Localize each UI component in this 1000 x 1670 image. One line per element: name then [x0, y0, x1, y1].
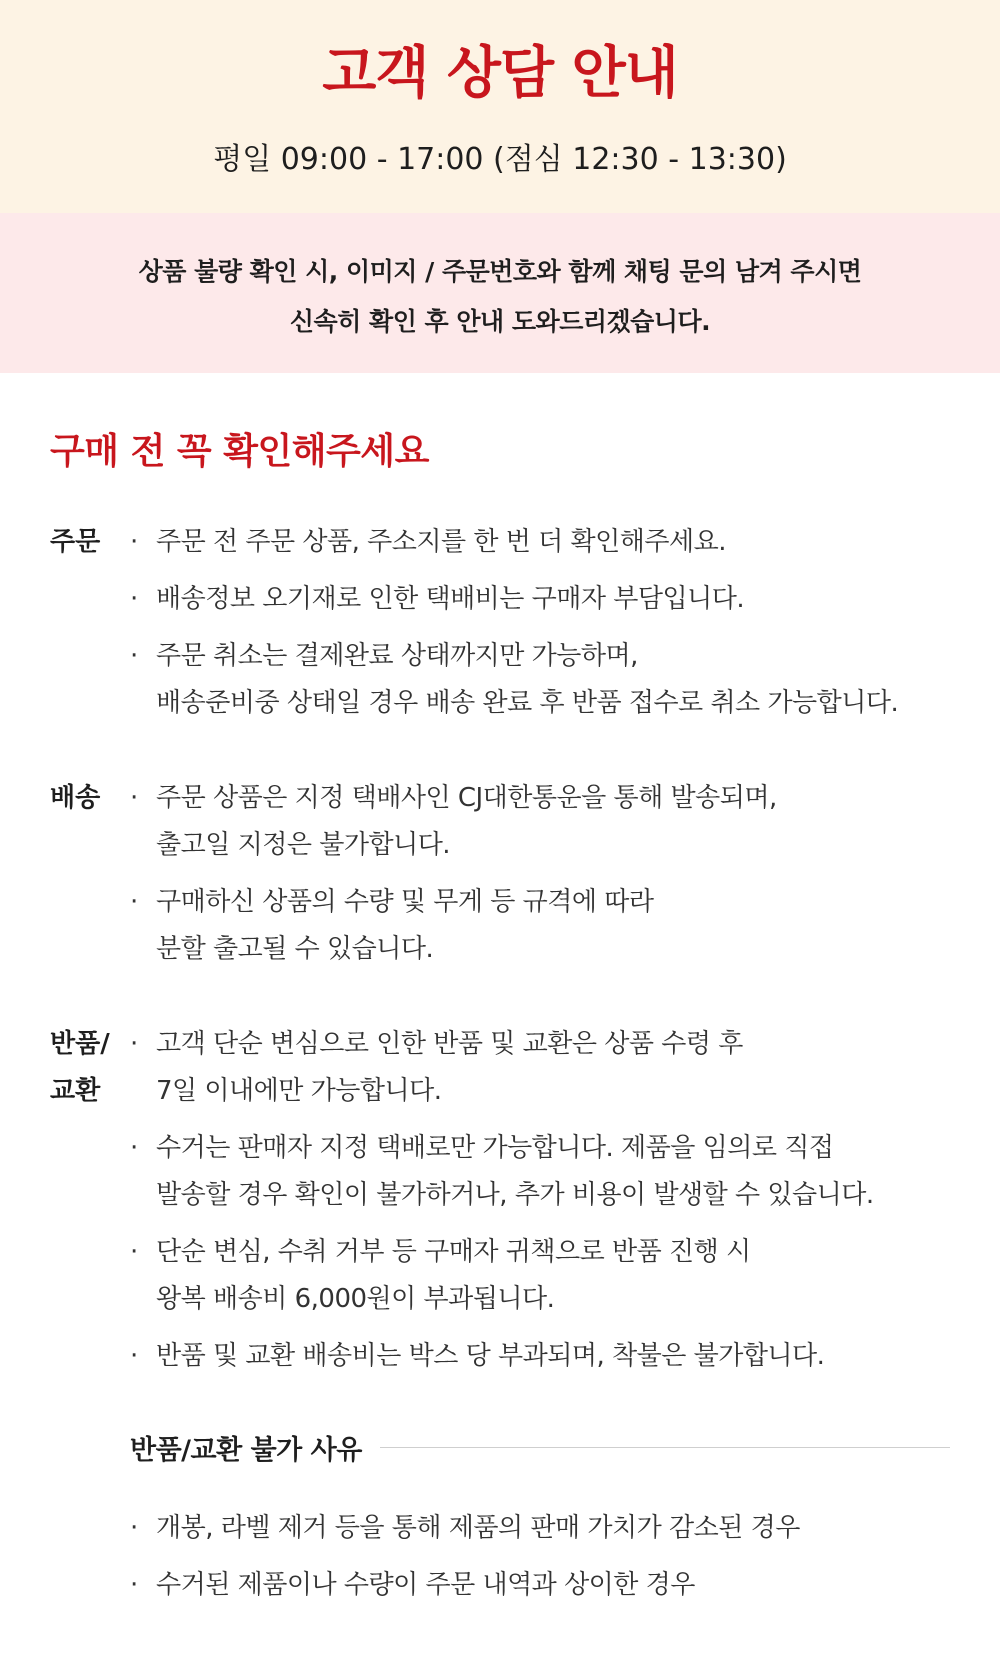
item-line: 주문 상품은 지정 택배사인 CJ대한통운을 통해 발송되며,	[156, 783, 777, 813]
bullet-icon: ·	[130, 1570, 139, 1600]
item-line: 수거는 판매자 지정 택배로만 가능합니다. 제품을 임의로 직접	[156, 1133, 834, 1163]
section-return-exchange	[50, 1021, 950, 1390]
item-line: 배송준비중 상태일 경우 배송 완료 후 반품 접수로 취소 가능합니다.	[156, 688, 899, 718]
list-item	[130, 879, 950, 973]
list-item	[130, 1021, 950, 1115]
item-line: 출고일 지정은 불가합니다.	[156, 830, 451, 860]
notice-line: 신속히 확인 후 안내 도와드리겠습니다.	[289, 307, 711, 336]
item-line: 분할 출고될 수 있습니다.	[156, 934, 434, 964]
bullet-icon: ·	[130, 783, 139, 813]
item-line: 수거된 제품이나 수량이 주문 내역과 상이한 경우	[156, 1570, 695, 1600]
list-item	[130, 775, 950, 869]
business-hours: 평일 09:00 - 17:00 (점심 12:30 - 13:30)	[213, 142, 787, 177]
list-item	[130, 519, 950, 566]
bullet-icon: ·	[130, 1341, 139, 1371]
item-line: 발송할 경우 확인이 불가하거나, 추가 비용이 발생할 수 있습니다.	[156, 1180, 874, 1210]
return-unavailable-title: 반품/교환 불가 사유	[130, 1435, 362, 1466]
bullet-icon: ·	[130, 527, 139, 557]
section-label-line: 교환	[50, 1076, 101, 1106]
list-item	[130, 1333, 950, 1380]
bullet-icon: ·	[130, 1513, 139, 1543]
item-line: 주문 전 주문 상품, 주소지를 한 번 더 확인해주세요.	[156, 527, 726, 557]
bullet-icon: ·	[130, 584, 139, 614]
checklist-title: 구매 전 꼭 확인해주세요	[50, 431, 429, 472]
section-label	[50, 1021, 130, 1390]
bullet-icon: ·	[130, 1029, 139, 1059]
list-item	[130, 1505, 950, 1552]
item-line: 배송정보 오기재로 인한 택배비는 구매자 부담입니다.	[156, 584, 745, 614]
bullet-icon: ·	[130, 641, 139, 671]
divider	[380, 1447, 950, 1448]
section-order	[50, 519, 950, 737]
item-line: 개봉, 라벨 제거 등을 통해 제품의 판매 가치가 감소된 경우	[156, 1513, 800, 1543]
item-line: 구매하신 상품의 수량 및 무게 등 규격에 따라	[156, 887, 654, 917]
return-unavailable-header	[130, 1428, 950, 1467]
item-line: 7일 이내에만 가능합니다.	[156, 1076, 442, 1106]
item-line: 주문 취소는 결제완료 상태까지만 가능하며,	[156, 641, 638, 671]
item-line: 고객 단순 변심으로 인한 반품 및 교환은 상품 수령 후	[156, 1029, 743, 1059]
list-item	[130, 633, 950, 727]
item-line: 왕복 배송비 6,000원이 부과됩니다.	[156, 1284, 555, 1314]
defect-notice	[0, 213, 1000, 373]
page-title: 고객 상담 안내	[322, 41, 678, 106]
item-line: 단순 변심, 수취 거부 등 구매자 귀책으로 반품 진행 시	[156, 1237, 751, 1267]
section-label-line: 반품/	[50, 1029, 110, 1059]
bullet-icon: ·	[130, 1133, 139, 1163]
section-shipping	[50, 775, 950, 983]
return-unavailable-list	[130, 1505, 950, 1609]
item-line: 반품 및 교환 배송비는 박스 당 부과되며, 착불은 불가합니다.	[156, 1341, 825, 1371]
notice-line: 상품 불량 확인 시, 이미지 / 주문번호와 함께 채팅 문의 남겨 주시면	[138, 257, 862, 286]
list-item	[130, 1229, 950, 1323]
section-label: 배송	[50, 783, 101, 813]
bullet-icon: ·	[130, 887, 139, 917]
list-item	[130, 1125, 950, 1219]
bullet-icon: ·	[130, 1237, 139, 1267]
list-item	[130, 1562, 950, 1609]
list-item	[130, 576, 950, 623]
purchase-checklist	[0, 429, 1000, 1609]
consultation-header	[0, 0, 1000, 213]
section-label: 주문	[50, 527, 101, 557]
